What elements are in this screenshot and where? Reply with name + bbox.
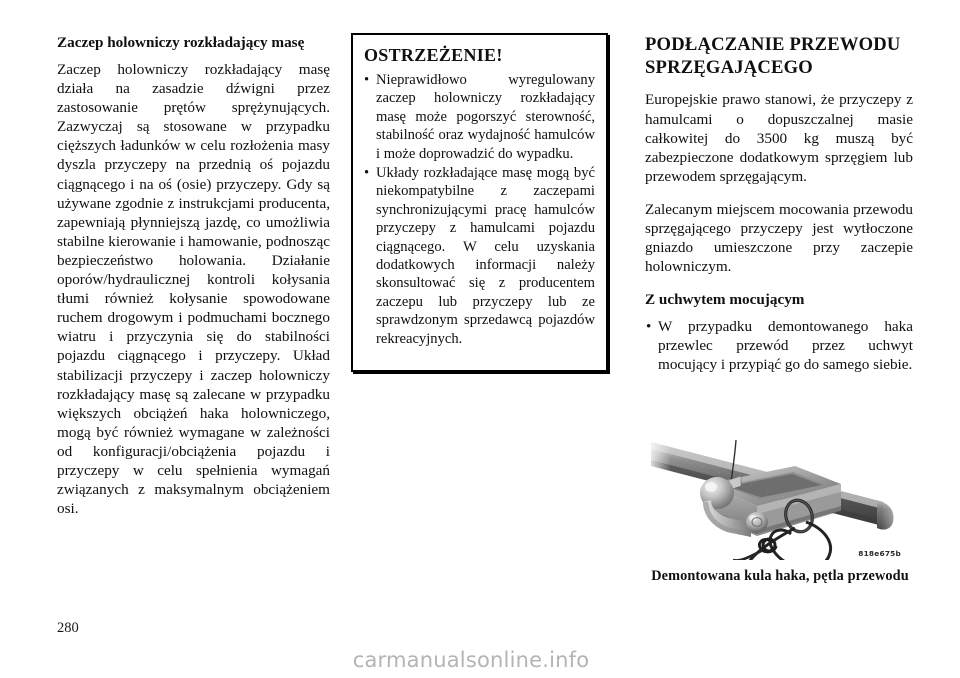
left-column <box>57 33 330 532</box>
figure-image <box>645 410 915 560</box>
warning-list-item-text: Nieprawidłowo wyregulowany zaczep holowniczy rozkładający masę może pogorszyć sterowność, stabilność oraz wydajność hamulców i może doprowadzić do wypadku. <box>376 72 595 162</box>
right-column-subheading: Z uchwytem mocującym <box>645 291 805 309</box>
bullet-icon: • <box>364 164 370 181</box>
bullet-list-item-text: W przypadku demontowanego haka przewlec przewód przez uchwyt mocujący i przypiąć go do samego siebie. <box>658 318 913 374</box>
right-column <box>645 33 913 385</box>
right-column-heading: PODŁĄCZANIE PRZEWODU SPRZĘGAJĄCEGO <box>645 34 901 79</box>
warning-list-item <box>364 71 595 163</box>
right-column-paragraph: Zalecanym miejscem mocowania przewodu sprzęgającego przyczepy jest wytłoczone gniazdo umieszczone przy zaczepie holowniczym. <box>645 200 913 276</box>
bullet-list-item <box>645 317 913 374</box>
site-watermark: carmanualsonline.info <box>352 648 590 672</box>
figure-caption: Demontowana kula haka, pętla przewodu <box>651 568 909 584</box>
warning-box-list <box>364 71 595 348</box>
warning-box-inner <box>353 35 606 355</box>
warning-box-title: OSTRZEŻENIE! <box>364 45 503 65</box>
right-column-bullet-list <box>645 317 913 374</box>
bullet-icon: • <box>646 317 652 335</box>
left-column-paragraph: Zaczep holowniczy rozkładający masę działa na zasadzie dźwigni przez zastosowanie prętów sprężynujących. Zazwyczaj są stosowane w przypadku cięższych ładunków w celu rozłożenia masy dyszla przyczepy na przednią oś pojazdu ciągnącego i na oś (osie) przyczepy. Gdy są używane zgodnie z instrukcjami producenta, zapewniają płynniejszą jazdę, co umożliwia stabilne kierowanie i hamowanie, podnosząc bezpieczeństwo holowania. Działanie oporów/hydraulicznej kontroli kołysania tłumi również kołysanie spowodowane ruchem drogowym i podmuchami bocznego wiatru i przyczynia się do stabilności pojazdu ciągnącego i przyczepy. Układ stabilizacji przyczepy i zaczep holowniczy rozkładający masę są zalecane w przypadku większych obciążeń haka holowniczego, mogą być również wymagane w zależności od konfiguracji/obciążenia pojazdu i przyczepy w celu spełnienia wymagań związanych z maksymalnym obciążeniem osi. <box>57 61 330 518</box>
bullet-icon: • <box>364 71 370 88</box>
warning-box <box>351 33 608 372</box>
tow-hook-illustration <box>645 410 915 560</box>
figure-code-label: 818e675b <box>858 549 901 558</box>
warning-list-item <box>364 164 595 348</box>
right-column-paragraph: Europejskie prawo stanowi, że przyczepy z hamulcami o dopuszczalnej masie całkowitej do 3500 kg muszą być zabezpieczone dodatkowym sprzęgiem lub przewodem sprzęgającym. <box>645 91 913 185</box>
warning-list-item-text: Układy rozkładające masę mogą być niekompatybilne z zaczepami synchronizującymi pracę hamulców przyczepy z hamulcami pojazdu ciągnącego. W celu uzyskania dodatkowych informacji należy skonsultować się z producentem zaczepu lub przyczepy lub ze sprawdzonym sprzedawcą pojazdów rekreacyjnych. <box>376 165 595 347</box>
page-number: 280 <box>57 620 79 636</box>
left-column-heading: Zaczep holowniczy rozkładający masę <box>57 34 305 51</box>
figure-block <box>645 410 915 585</box>
